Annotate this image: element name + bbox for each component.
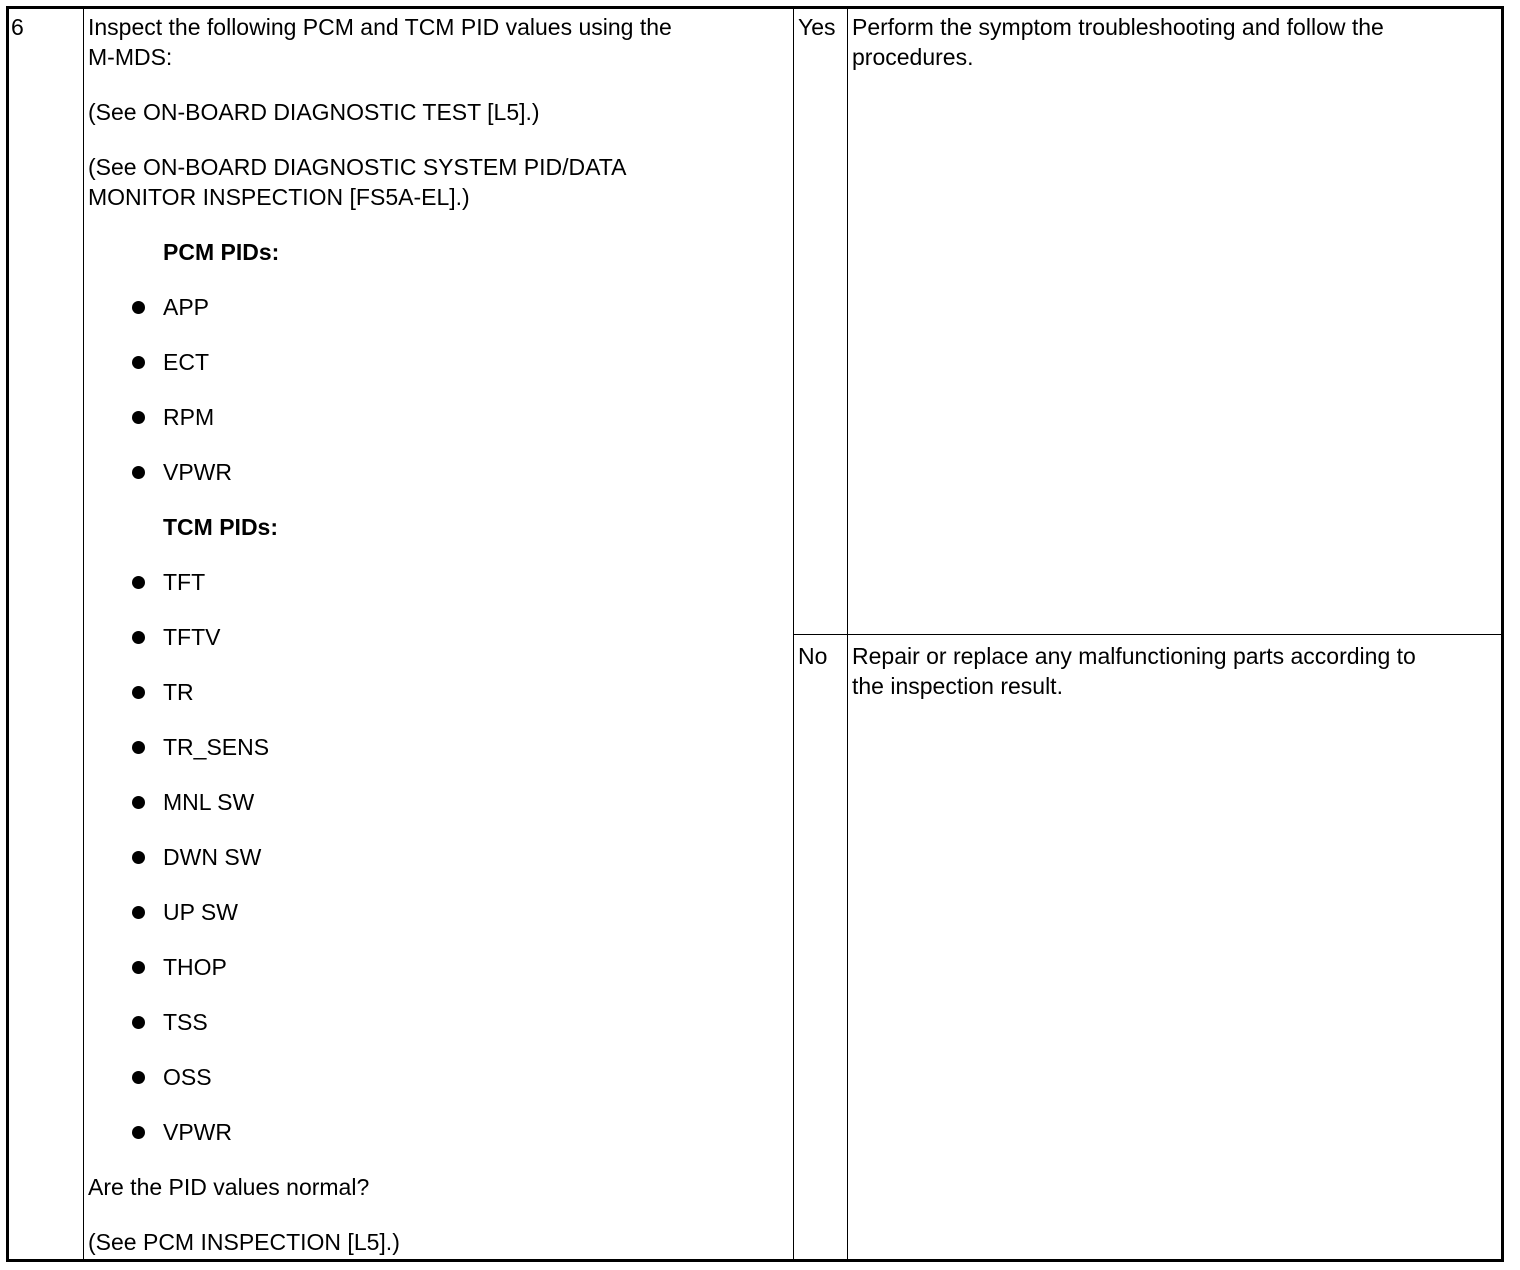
no-label: No [798, 643, 828, 669]
tcm-pid-item: UP SW [163, 899, 238, 925]
see-pcm-inspection-reference: (See PCM INSPECTION [L5].) [88, 1229, 400, 1255]
bullet-icon [132, 356, 145, 369]
inspect-instruction-line1: Inspect the following PCM and TCM PID values using the [88, 14, 672, 40]
yes-action-line1: Perform the symptom troubleshooting and follow the [852, 14, 1384, 40]
row-divider-yes-no [793, 634, 1501, 635]
pcm-pid-item: ECT [163, 349, 209, 375]
step-number: 6 [11, 14, 24, 40]
bullet-icon [132, 576, 145, 589]
bullet-icon [132, 796, 145, 809]
tcm-pid-item: TFT [163, 569, 206, 595]
tcm-pid-item: TR [163, 679, 194, 705]
bullet-icon [132, 411, 145, 424]
pcm-pid-item: RPM [163, 404, 215, 430]
yes-action-line2: procedures. [852, 44, 974, 70]
see-obd-test-reference: (See ON-BOARD DIAGNOSTIC TEST [L5].) [88, 99, 540, 125]
bullet-icon [132, 686, 145, 699]
pcm-pid-item: APP [163, 294, 210, 320]
tcm-pid-item: DWN SW [163, 844, 262, 870]
column-divider-step [83, 9, 84, 1259]
tcm-pid-item: TFTV [163, 624, 221, 650]
tcm-pid-item: VPWR [163, 1119, 232, 1145]
bullet-icon [132, 906, 145, 919]
tcm-pid-item: MNL SW [163, 789, 255, 815]
tcm-pid-item: OSS [163, 1064, 212, 1090]
no-action-line2: the inspection result. [852, 673, 1063, 699]
bullet-icon [132, 301, 145, 314]
bullet-icon [132, 961, 145, 974]
tcm-pid-item: THOP [163, 954, 227, 980]
bullet-icon [132, 741, 145, 754]
bullet-icon [132, 466, 145, 479]
bullet-icon [132, 1126, 145, 1139]
tcm-pid-item: TSS [163, 1009, 208, 1035]
inspect-instruction-line2: M-MDS: [88, 44, 173, 70]
pcm-pid-item: VPWR [163, 459, 232, 485]
bullet-icon [132, 851, 145, 864]
question-text: Are the PID values normal? [88, 1174, 370, 1200]
bullet-icon [132, 1016, 145, 1029]
tcm-pids-heading: TCM PIDs: [163, 514, 278, 540]
see-obd-system-reference-line2: MONITOR INSPECTION [FS5A-EL].) [88, 184, 470, 210]
tcm-pid-item: TR_SENS [163, 734, 270, 760]
no-action-line1: Repair or replace any malfunctioning parts according to [852, 643, 1416, 669]
see-obd-system-reference-line1: (See ON-BOARD DIAGNOSTIC SYSTEM PID/DATA [88, 154, 627, 180]
pcm-pids-heading: PCM PIDs: [163, 239, 280, 265]
bullet-icon [132, 631, 145, 644]
bullet-icon [132, 1071, 145, 1084]
yes-label: Yes [798, 14, 836, 40]
